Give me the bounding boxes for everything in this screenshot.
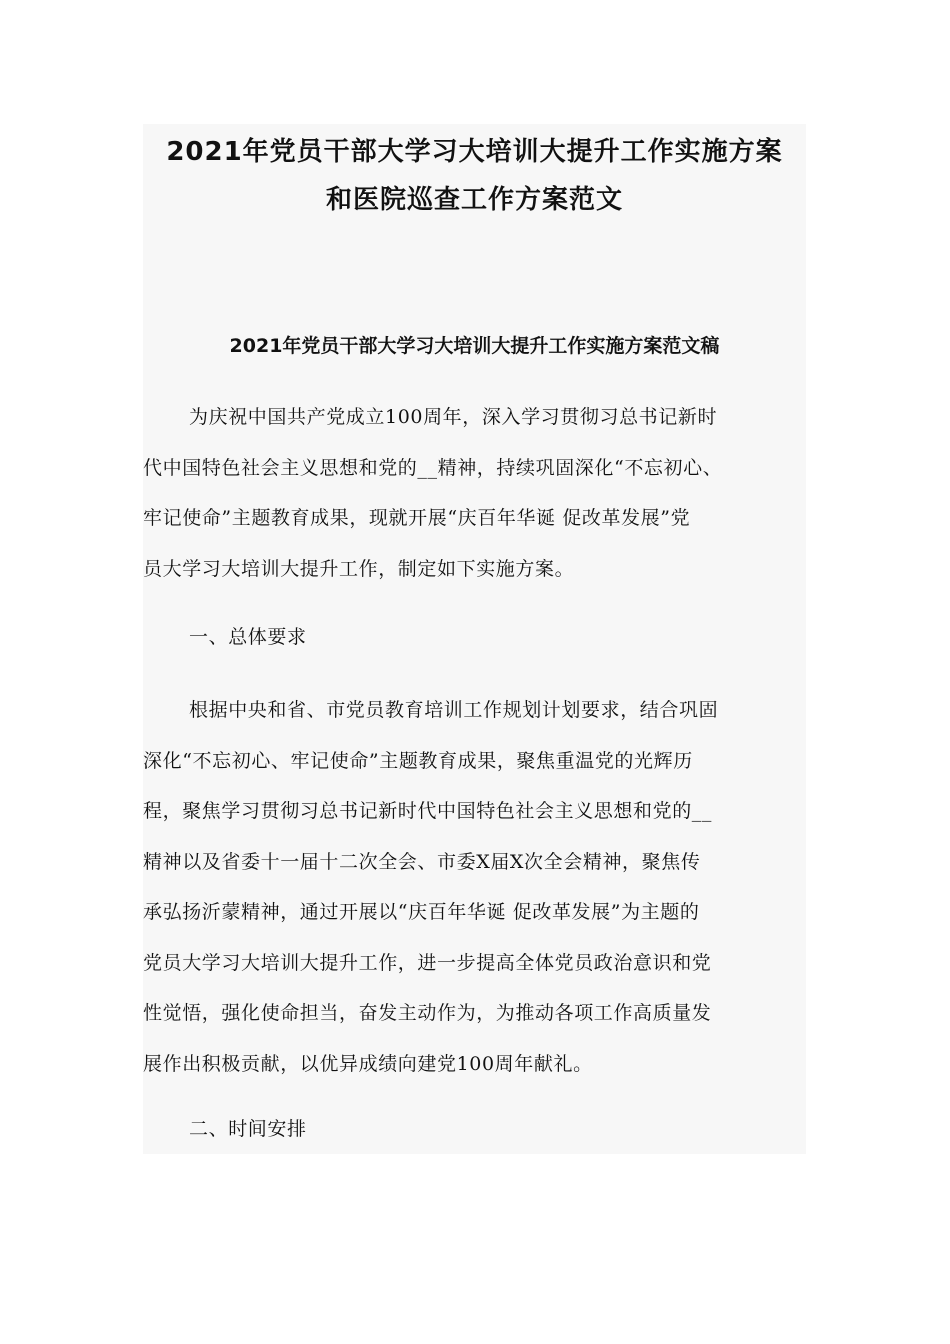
paragraph-line: 代中国特色社会主义思想和党的__精神，持续巩固深化“不忘初心、 (143, 456, 723, 479)
paragraph-line: 党员大学习大培训大提升工作，进一步提高全体党员政治意识和党 (143, 951, 712, 974)
heading-text: 二、时间安排 (189, 1118, 307, 1140)
document-title (143, 128, 806, 224)
paragraph-line: 精神以及省委十一届十二次全会、市委X届X次全会精神，聚焦传 (143, 850, 701, 873)
section-heading: 2021年党员干部大学习大培训大提升工作实施方案范文稿 (229, 335, 720, 357)
heading-time-schedule (143, 1104, 806, 1155)
paragraph-intro (143, 392, 806, 594)
paragraph-line: 深化“不忘初心、牢记使命”主题教育成果，聚焦重温党的光辉历 (143, 749, 693, 772)
paragraph-general-requirements (143, 685, 806, 1089)
paragraph-line: 展作出积极贡献，以优异成绩向建党100周年献礼。 (143, 1052, 593, 1075)
paragraph-line: 牢记使命”主题教育成果，现就开展“庆百年华诞 促改革发展”党 (143, 507, 691, 529)
paragraph-line: 性觉悟，强化使命担当，奋发主动作为，为推动各项工作高质量发 (143, 1002, 712, 1024)
heading-text: 一、总体要求 (189, 626, 307, 648)
heading-general-requirements (143, 612, 806, 663)
paragraph-line: 员大学习大培训大提升工作，制定如下实施方案。 (143, 557, 575, 580)
title-line-2: 和医院巡查工作方案范文 (325, 185, 623, 215)
paragraph-line: 程，聚焦学习贯彻习总书记新时代中国特色社会主义思想和党的__ (143, 800, 713, 822)
paragraph-line: 为庆祝中国共产党成立100周年，深入学习贯彻习总书记新时 (189, 406, 718, 428)
paragraph-line: 承弘扬沂蒙精神，通过开展以“庆百年华诞 促改革发展”为主题的 (143, 901, 700, 923)
title-line-1: 2021年党员干部大学习大培训大提升工作实施方案 (166, 137, 783, 167)
paragraph-line: 根据中央和省、市党员教育培训工作规划计划要求，结合巩固 (189, 699, 719, 721)
